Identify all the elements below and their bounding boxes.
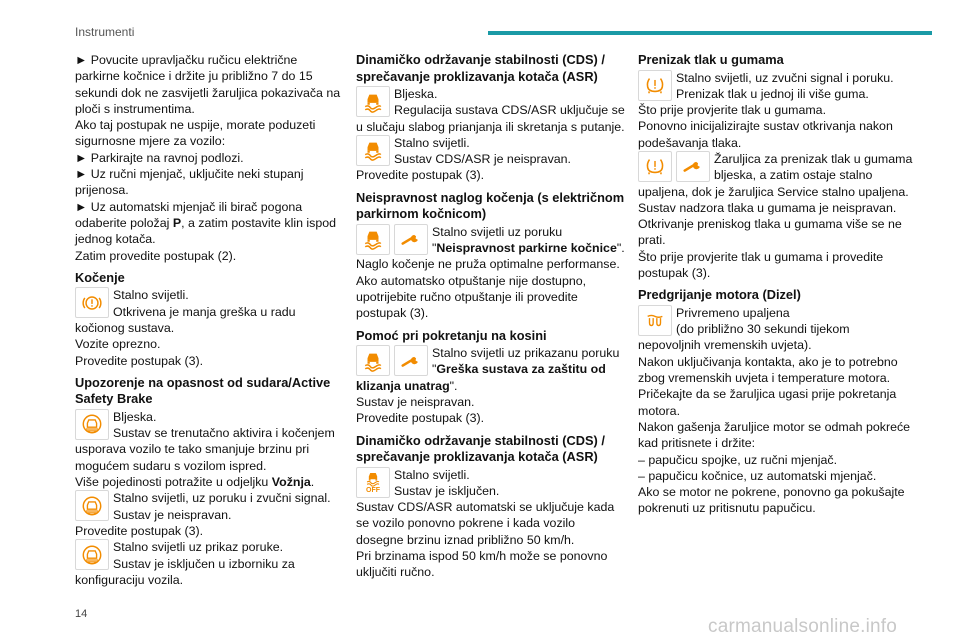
section-title: Instrumenti: [75, 25, 135, 39]
warning-tyre-system-fault: [638, 151, 914, 200]
tyre-pressure-icon: [638, 70, 672, 101]
warning-cds-off: [356, 467, 626, 500]
stability-control-icon: [356, 345, 390, 376]
heading-emergency-braking: Neispravnost naglog kočenja (s električnom parkirnom kočnicom): [356, 189, 625, 222]
body-text: Pri brzinama ispod 50 km/h može se ponovno uključiti ručno.: [356, 549, 608, 580]
page-number: 14: [75, 608, 88, 620]
warning-text: Privremeno upaljena: [676, 305, 790, 320]
warning-text: Bljeska.: [394, 87, 438, 101]
watermark: carmanualsonline.info: [708, 616, 898, 637]
warning-hill-start: Stalno svijetli uz prikazanu poruku "Greška sustava za zaštitu od klizanja unatrag".: [356, 346, 620, 393]
warning-text: Stalno svijetli uz prikazanu poruku: [432, 346, 620, 361]
warning-text: Stalno svijetli uz prikaz poruke.: [113, 540, 284, 555]
wrench-icon: [394, 224, 428, 255]
warning-text: Otkrivena je manja greška u radu kočionog sustava.: [75, 304, 296, 335]
body-text: Sustav nadzora tlaka u gumama je neispravan. Otkrivanje preniskog tlaka u gumama više se ne prati.: [638, 200, 902, 248]
message-text: Neispravnost parkirne kočnice: [436, 241, 617, 256]
column-2: [356, 52, 626, 581]
body-text: Što prije provjerite tlak u gumama.: [638, 103, 827, 118]
section-reference: Vožnja: [271, 475, 311, 490]
warning-text: Sustav je isključen.: [394, 483, 500, 498]
heading-active-safety-brake: Upozorenje na opasnost od sudara/Active Safety Brake: [75, 374, 331, 407]
column-3: [638, 52, 914, 517]
heading-hill-start-assist: Pomoć pri pokretanju na kosini: [356, 327, 547, 343]
message-text: Greška sustava za zaštitu od klizanja unatrag: [356, 362, 606, 393]
intro-text: Ako taj postupak ne uspije, morate poduzeti sigurnosne mjere za vozilo:: [75, 118, 316, 149]
warning-asb-flashing: [75, 409, 343, 474]
intro-text: Zatim provedite postupak (2).: [75, 248, 237, 263]
body-text: Nakon gašenja žaruljice motor se odmah pokreće kad pritisnete i držite:: [638, 419, 911, 451]
warning-text: Stalno svijetli.: [394, 135, 470, 150]
body-text: Provedite postupak (3).: [75, 523, 204, 538]
body-text: Sustav CDS/ASR automatski se uključuje kada se vozilo ponovno pokrene i kada vozilo dosegne brzinu iznad približno 50 km/h.: [356, 500, 615, 547]
warning-text: Naglo kočenje ne pruža optimalne performanse. Ako automatsko otpuštanje nije dostupno, upotrijebite ručno otpuštanje ili provedite postupak (3).: [356, 257, 620, 321]
brake-warning-icon: [75, 287, 109, 318]
stability-control-off-icon: OFF: [356, 467, 390, 498]
warning-preheating: [638, 305, 914, 354]
wrench-icon: [676, 151, 710, 182]
warning-text: Sustav je isključen u izborniku za konfiguraciju vozila.: [75, 556, 295, 587]
warning-emergency-braking: Stalno svijetli uz poruku "Neispravnost parkirne kočnice". Naglo kočenje ne pruža optimalne performanse. Ako automatsko otpuštanje nije dostupno, upotrijebite ručno otpuštanje ili provedite postupak (3).: [356, 224, 625, 321]
stability-control-icon: [356, 224, 390, 255]
glow-plug-icon: [638, 305, 672, 336]
wrench-icon: [394, 345, 428, 376]
column-1: [75, 52, 343, 588]
warning-text: Sustav CDS/ASR je neispravan.: [394, 152, 571, 167]
warning-text: Stalno svijetli uz poruku: [432, 224, 563, 239]
body-text: Provedite postupak (3).: [356, 411, 485, 426]
tyre-pressure-icon: [638, 151, 672, 182]
body-text: Sustav je neispravan.: [356, 394, 475, 409]
intro-step: ► Uz automatski mjenjač ili birač pogona odaberite položaj P, a zatim postavite klin ispod jednog kotača.: [75, 199, 337, 247]
body-text: Više pojedinosti potražite u odjeljku Vožnja.: [75, 475, 315, 490]
body-text: Nakon uključivanja kontakta, ako je to potrebno zbog vremenskih uvjeta i temperature motora. Pričekajte da se žaruljica ugasi prije pokretanja motora.: [638, 354, 898, 418]
stability-control-icon: [356, 86, 390, 117]
warning-asb-fault: [75, 490, 343, 523]
warning-text: Sustav se trenutačno aktivira i kočenjem usporava vozilo te tako smanjuje brzinu pri mogućem sudaru s vozilom ispred.: [75, 426, 335, 473]
intro-step: ► Uz ručni mjenjač, uključite neki stupanj prijenosa.: [75, 167, 304, 198]
warning-text: Regulacija sustava CDS/ASR uključuje se u slučaju slabog prianjanja ili skretanja s putanje.: [356, 103, 625, 134]
body-text: Vozite oprezno.: [75, 337, 161, 352]
body-text: Provedite postupak (3).: [75, 353, 204, 368]
warning-text: Žaruljica za prenizak tlak u gumama bljeska, a zatim ostaje stalno upaljena, dok je žaruljica Service stalno upaljena.: [638, 151, 913, 199]
body-text: Ponovno inicijalizirajte sustav otkrivanja nakon podešavanja tlaka.: [638, 119, 893, 150]
warning-text: (do približno 30 sekundi tijekom nepovoljnih vremenskih uvjeta).: [638, 322, 850, 353]
intro-step: ► Parkirajte na ravnoj podlozi.: [75, 150, 244, 165]
warning-tyre-pressure: [638, 70, 914, 103]
intro-step: ► Povucite upravljačku ručicu električne parkirne kočnice i držite ju približno 7 do 15 sekundi dok ne zasvijetli žaruljica pokazivača na ploči s instrumentima.: [75, 53, 341, 116]
heading-cds-asr: Dinamičko održavanje stabilnosti (CDS) / sprečavanje proklizavanja kotača (ASR): [356, 52, 605, 84]
warning-brakes: [75, 287, 343, 336]
warning-text: Stalno svijetli.: [394, 467, 470, 482]
warning-asb-disabled: [75, 539, 343, 588]
heading-engine-preheating: Predgrijanje motora (Dizel): [638, 287, 801, 303]
collision-warning-icon: [75, 490, 109, 521]
warning-text: Stalno svijetli, uz poruku i zvučni signal.: [113, 491, 331, 506]
list-item: – papučicu kočnice, uz automatski mjenjač.: [638, 468, 877, 483]
warning-cds-fault: [356, 135, 626, 168]
list-item: – papučicu spojke, uz ručni mjenjač.: [638, 452, 838, 467]
heading-cds-asr-off: Dinamičko održavanje stabilnosti (CDS) / sprečavanje proklizavanja kotača (ASR): [356, 432, 605, 465]
body-text: Što prije provjerite tlak u gumama i provedite postupak (3).: [638, 249, 884, 281]
warning-text: Stalno svijetli.: [113, 288, 189, 303]
heading-tyre-pressure: Prenizak tlak u gumama: [638, 52, 784, 67]
body-text: Provedite postupak (3).: [356, 168, 485, 183]
body-text: Ako se motor ne pokrene, ponovno ga pokušajte pokrenuti uz pritisnutu papučicu.: [638, 485, 905, 516]
warning-cds-flashing: [356, 86, 626, 135]
stability-control-icon: [356, 135, 390, 166]
heading-brakes: Kočenje: [75, 269, 125, 285]
collision-warning-icon: [75, 539, 109, 570]
warning-text: Prenizak tlak u jednoj ili više guma.: [676, 86, 869, 101]
header-accent-bar: [488, 31, 932, 35]
warning-text: Stalno svijetli, uz zvučni signal i poruku.: [676, 70, 894, 85]
collision-warning-icon: [75, 409, 109, 440]
warning-text: Sustav je neispravan.: [113, 507, 232, 522]
warning-text: Bljeska.: [113, 409, 157, 424]
